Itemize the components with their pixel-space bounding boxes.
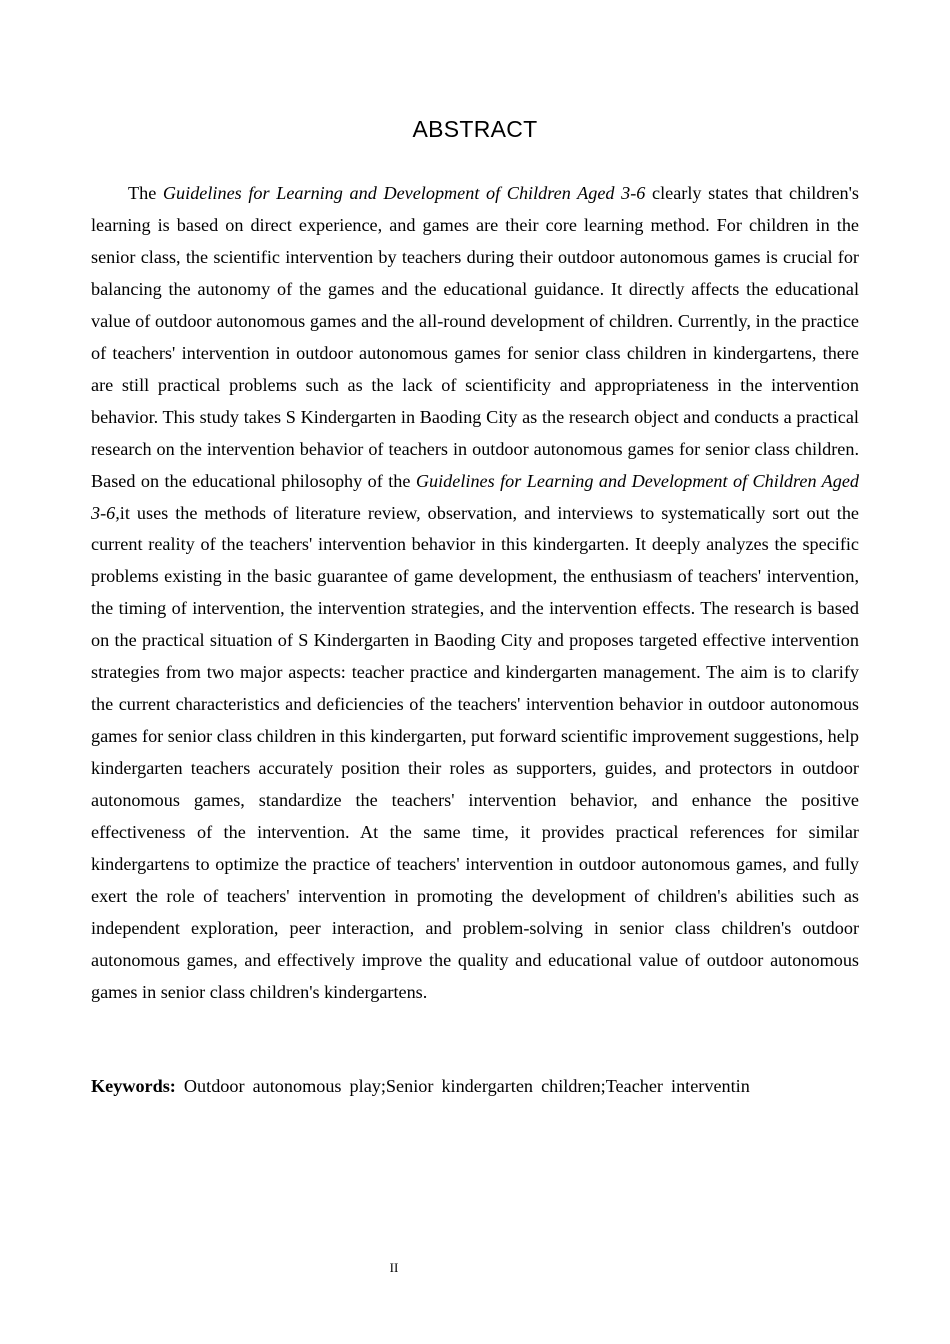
abstract-text-part2: it uses the methods of literature review, observation, and interviews to systematically sort out the current reality of the teachers' intervention behavior in this kindergarten. It deeply analyzes the specific problems existing in the basic guarantee of game development, the enthusiasm of teachers' intervention, the timing of intervention, the intervention strategies, and the intervention effects. The research is based on the practical situation of S Kindergarten in Baoding City and proposes targeted effective intervention strategies from two major aspects: teacher practice and kindergarten management. The aim is to clarify the current characteristics and deficiencies of the teachers' intervention behavior in outdoor autonomous games for senior class children in this kindergarten, put forward scientific improvement suggestions, help kindergarten teachers accurately position their roles as supporters, guides, and protectors in outdoor autonomous games, standardize the teachers' intervention behavior, and enhance the positive effectiveness of the intervention. At the same time, it provides practical references for similar kindergartens to optimize the practice of teachers' intervention in outdoor autonomous games, and fully exert the role of teachers' intervention in promoting the development of children's abilities such as independent exploration, peer interaction, and problem-solving in senior class children's outdoor autonomous games, and effectively improve the quality and educational value of outdoor autonomous games in senior class children's kindergartens. xyxy=(91,502,859,1002)
keywords-value: Outdoor autonomous play;Senior kindergarten children;Teacher interventin xyxy=(175,1076,750,1096)
abstract-title: ABSTRACT xyxy=(412,116,538,142)
abstract-paragraph xyxy=(91,178,859,1009)
guidelines-title: Guidelines for Learning and Development of Children Aged 3-6 xyxy=(162,183,646,203)
guidelines-title-second: Guidelines for Learning and Development of Children Aged 3-6, xyxy=(91,470,860,523)
keywords-line xyxy=(91,1071,871,1103)
page-number: II xyxy=(389,1260,399,1275)
keywords-label: Keywords: xyxy=(91,1076,176,1096)
abstract-lead: The xyxy=(128,183,163,203)
abstract-text-part1: clearly states that children's learning is based on direct experience, and games are their core learning method. For children in the senior class, the scientific intervention by teachers during their outdoor autonomous games is crucial for balancing the autonomy of the games and the educational guidance. It directly affects the educational value of outdoor autonomous games and the all-round development of children. Currently, in the practice of teachers' intervention in outdoor autonomous games for senior class children in kindergartens, there are still practical problems such as the lack of scientificity and appropriateness in the intervention behavior. This study takes S Kindergarten in Baoding City as the research object and conducts a practical research on the intervention behavior of teachers in outdoor autonomous games for senior class children. Based on the educational philosophy of the xyxy=(91,183,859,491)
